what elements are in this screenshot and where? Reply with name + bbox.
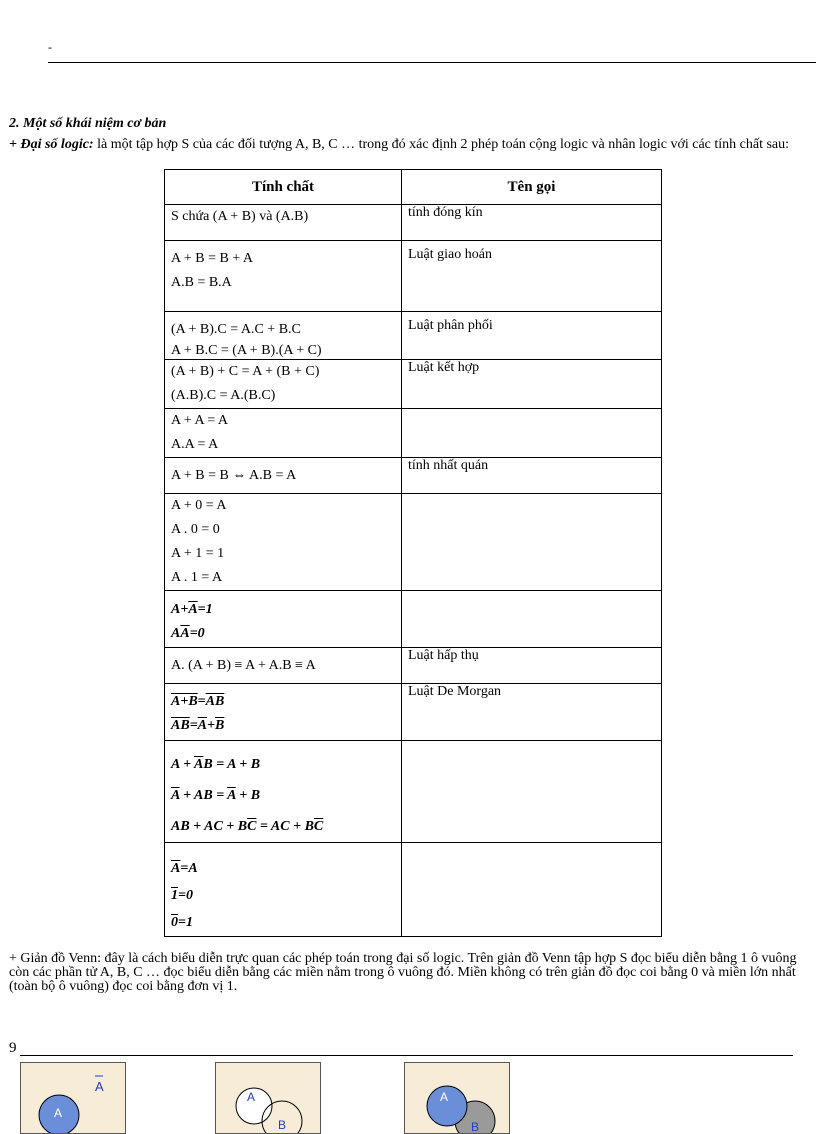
property-name: tính nhất quán: [402, 458, 662, 494]
table-row: [165, 494, 662, 591]
venn-label-b: B: [278, 1118, 287, 1132]
property-name: Luật phân phối: [402, 312, 662, 360]
table-header-row: [165, 170, 662, 205]
property-line: S chứa (A + B) và (A.B): [171, 209, 309, 224]
complement-law-1: $A+\overline{A}=1$: [171, 602, 213, 617]
table-row: [165, 312, 662, 360]
table-row: [165, 591, 662, 648]
property-line: (A.B).C = A.(B.C): [171, 388, 276, 403]
table-row: [165, 684, 662, 741]
header-rule: [48, 62, 816, 63]
property-name: [402, 409, 662, 458]
page-number: 9: [9, 1040, 17, 1056]
table-row: [165, 741, 662, 843]
intro-paragraph: [9, 138, 815, 152]
venn-label-a: A: [247, 1090, 256, 1104]
table-row: [165, 648, 662, 684]
property-line: A . 1 = A: [171, 570, 223, 585]
table-row: [165, 241, 662, 312]
table-row: [165, 458, 662, 494]
property-line: A + A = A: [171, 413, 229, 428]
intro-lead: + Đại số logic:: [9, 137, 94, 152]
header-property: Tính chất: [165, 170, 402, 205]
venn-label-a: A: [440, 1090, 449, 1104]
absorption-1: $A + \overline{A}B = A + B$: [171, 757, 261, 772]
venn-label-b: B: [471, 1120, 480, 1133]
property-name: Luật giao hoán: [402, 241, 662, 312]
table-row: [165, 360, 662, 409]
venn-diagram-complement: [20, 1062, 126, 1134]
property-line: A + 0 = A: [171, 498, 227, 513]
properties-table: [164, 169, 662, 937]
property-line: A. (A + B) ≡ A + A.B ≡ A: [171, 658, 316, 673]
property-name: Luật De Morgan: [402, 684, 662, 741]
property-line: A + 1 = 1: [171, 546, 225, 561]
property-name: [402, 843, 662, 937]
venn-diagram-two-sets: [215, 1062, 321, 1134]
absorption-2: $\overline{A}$ + AB = $\overline{A} + B$: [171, 788, 261, 803]
complement-law-2: $A\overline{A}=0$: [171, 626, 205, 641]
property-line: (A + B) + C = A + (B + C): [171, 364, 320, 379]
intro-text: là một tập hợp S của các đối tượng A, B, C … trong đó xác định 2 phép toán cộng logic và nhân logic với các tính chất sau:: [93, 137, 790, 152]
property-name: tính đóng kín: [402, 205, 662, 241]
property-line: A + B.C = (A + B).(A + C): [171, 343, 322, 358]
venn-diagram-union: [404, 1062, 510, 1134]
header-dash: -: [48, 40, 52, 54]
property-line: A . 0 = 0: [171, 522, 220, 537]
property-line: A + B = B ⇔ A.B = A: [171, 468, 297, 483]
table-row: [165, 843, 662, 937]
venn-label-a-bar: A: [95, 1079, 104, 1094]
de-morgan-2: $\overline{AB}=\overline{A}+\overline{B}$: [171, 718, 225, 733]
header-name: Tên gọi: [402, 170, 662, 205]
property-name: [402, 494, 662, 591]
venn-paragraph: + Giản đồ Venn: đây là cách biểu diễn trực quan các phép toán trong đại số logic. Trên giản đồ Venn tập hợp S đọc biểu diễn bằng 1 ô vuông còn các phần tử A, B, C … đọc biểu diễn bằng các miền nằm trong ô vuông đó. Miền không có trên giản đồ đọc coi bằng 0 và miền lớn nhất (toàn bộ ô vuông) đọc coi bằng đơn vị 1.: [9, 951, 797, 994]
property-name: Luật hấp thụ: [402, 648, 662, 684]
section-heading: 2. Một số khái niệm cơ bản: [9, 116, 167, 131]
property-line: A.A = A: [171, 437, 219, 452]
not-one: 1=0: [171, 888, 193, 903]
de-morgan-1: $A+B=\overline{A}\overline{B}$: [171, 694, 225, 709]
table-row: [165, 205, 662, 241]
property-name: [402, 591, 662, 648]
property-name: Luật kết hợp: [402, 360, 662, 409]
property-line: A.B = B.A: [171, 275, 232, 290]
property-line: (A + B).C = A.C + B.C: [171, 322, 301, 337]
venn-label-a: A: [54, 1106, 63, 1120]
property-name: [402, 741, 662, 843]
consensus-law: AB + AC + $B\overline{C}$ = AC + $B\overline{C}$: [171, 819, 324, 834]
property-line: A + B = B + A: [171, 251, 254, 266]
double-negation: A=A: [171, 861, 198, 876]
not-zero: 0=1: [171, 915, 193, 930]
footer-rule: [20, 1055, 793, 1056]
table-row: [165, 409, 662, 458]
